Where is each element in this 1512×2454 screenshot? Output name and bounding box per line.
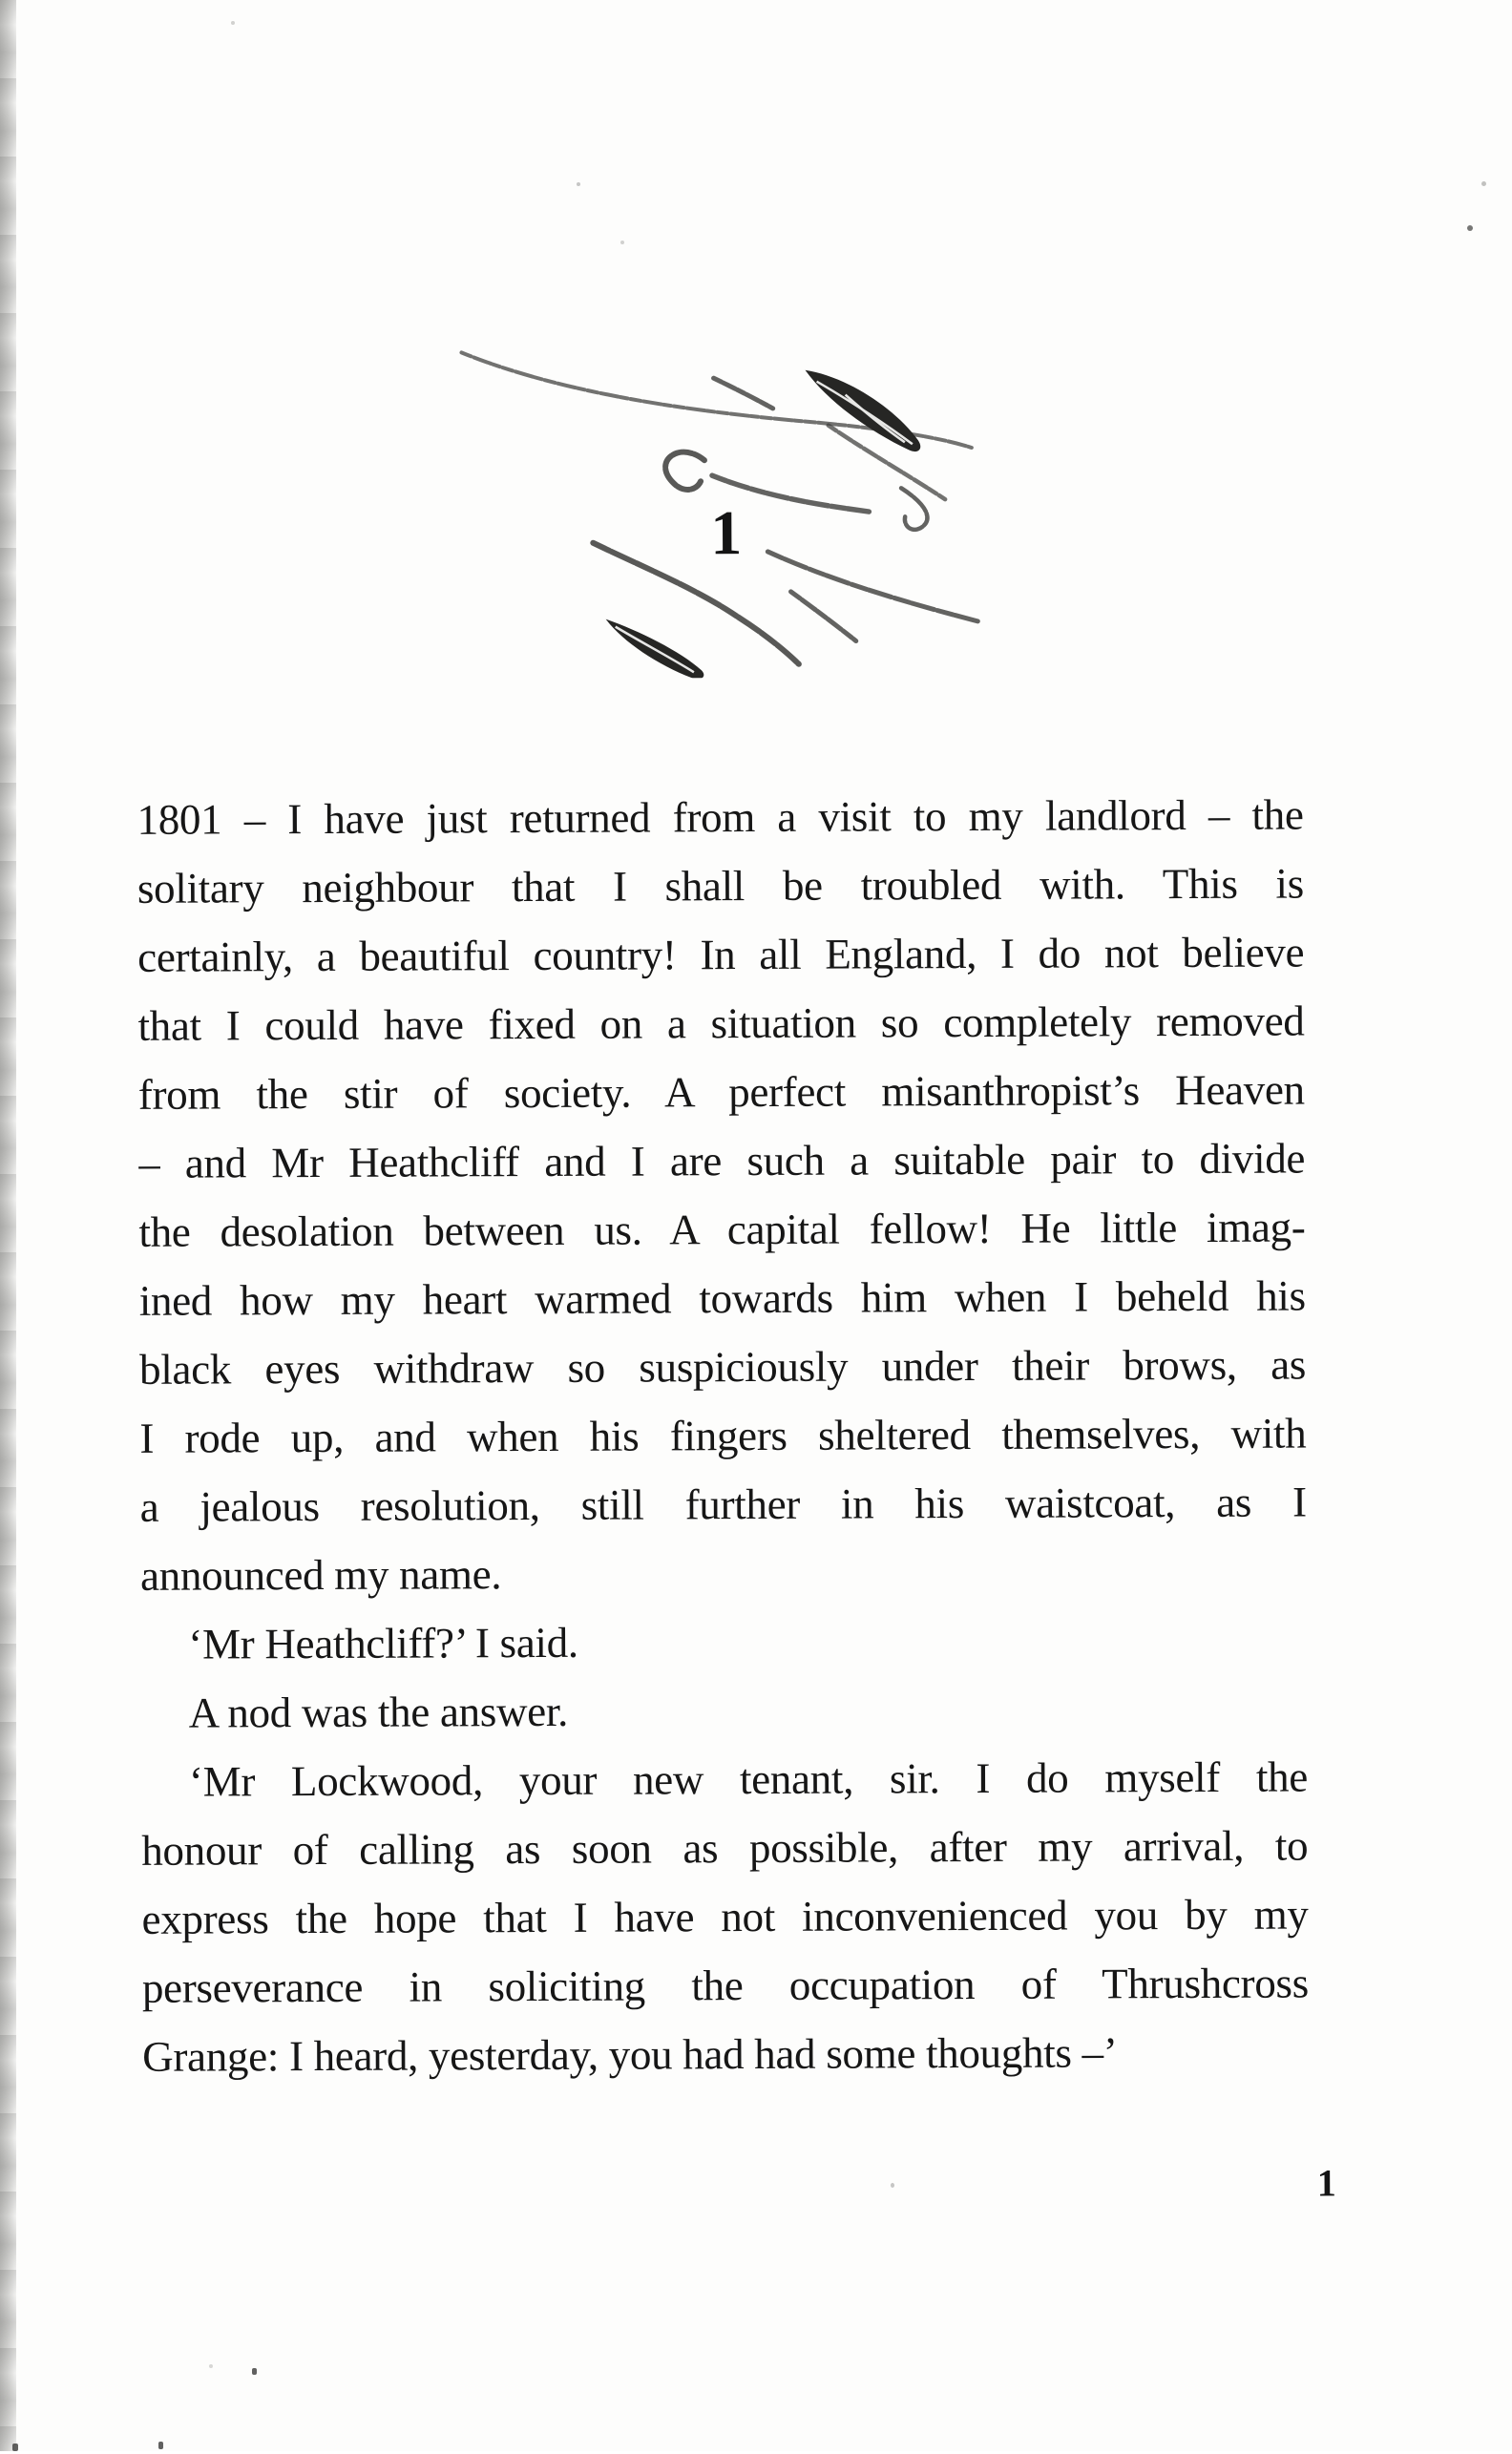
- scan-speck: [12, 2444, 18, 2451]
- scan-speck: [252, 2368, 257, 2375]
- page-number: 1: [1316, 2161, 1336, 2205]
- wind-stroke: [593, 542, 799, 665]
- wind-hook: [901, 488, 927, 530]
- scan-speck: [577, 182, 580, 186]
- wind-stroke: [714, 378, 773, 409]
- scan-speck: [231, 21, 235, 25]
- scan-speck: [1467, 225, 1473, 231]
- text-line: Grange: I heard, yesterday, you had had some thoughts –’: [142, 2028, 1118, 2081]
- text-line: perseverance in soliciting the occupation of Thrushcross: [141, 1959, 1310, 2012]
- text-line: express the hope that I have not inconvenienced you by my: [141, 1890, 1309, 1943]
- text-line: 1801 – I have just returned from a visit to my landlord – the: [136, 790, 1304, 844]
- leaf-vein: [616, 626, 694, 672]
- text-line: ‘Mr Lockwood, your new tenant, sir. I do myself the: [188, 1752, 1309, 1806]
- text-line: I rode up, and when his fingers sheltered themselves, with: [139, 1409, 1307, 1462]
- scan-speck: [891, 2183, 894, 2188]
- text-line: from the stir of society. A perfect misanthropist’s Heaven: [137, 1065, 1305, 1119]
- text-line: a jealous resolution, still further in his waistcoat, as I: [139, 1478, 1307, 1531]
- text-line: ‘Mr Heathcliff?’ I said.: [188, 1618, 578, 1668]
- wind-stroke: [767, 551, 977, 622]
- text-line: that I could have fixed on a situation so completely removed: [137, 996, 1305, 1050]
- scan-speck: [158, 2442, 163, 2449]
- scan-speck: [1481, 181, 1486, 186]
- text-line: honour of calling as soon as possible, after my arrival, to: [141, 1821, 1309, 1875]
- text-line: certainly, a beautiful country! In all England, I do not believe: [137, 928, 1305, 981]
- chapter-ornament: [396, 314, 1009, 680]
- text-line: – and Mr Heathcliff and I are such a suitable pair to divide: [138, 1134, 1306, 1187]
- scan-speck: [620, 241, 624, 244]
- text-line: announced my name.: [139, 1550, 502, 1600]
- wind-curl: [665, 452, 704, 490]
- chapter-number: 1: [710, 498, 743, 569]
- scan-speck: [209, 2364, 213, 2368]
- text-line: black eyes withdraw so suspiciously under their brows, as: [138, 1340, 1307, 1394]
- text-line: ined how my heart warmed towards him when I beheld his: [138, 1271, 1306, 1325]
- text-line: the desolation between us. A capital fellow! He little imag-: [138, 1203, 1306, 1256]
- text-line: solitary neighbour that I shall be troubled with. This is: [136, 859, 1304, 912]
- wind-stroke: [791, 592, 856, 641]
- text-line: A nod was the answer.: [188, 1687, 569, 1737]
- body-text: [136, 780, 1309, 2090]
